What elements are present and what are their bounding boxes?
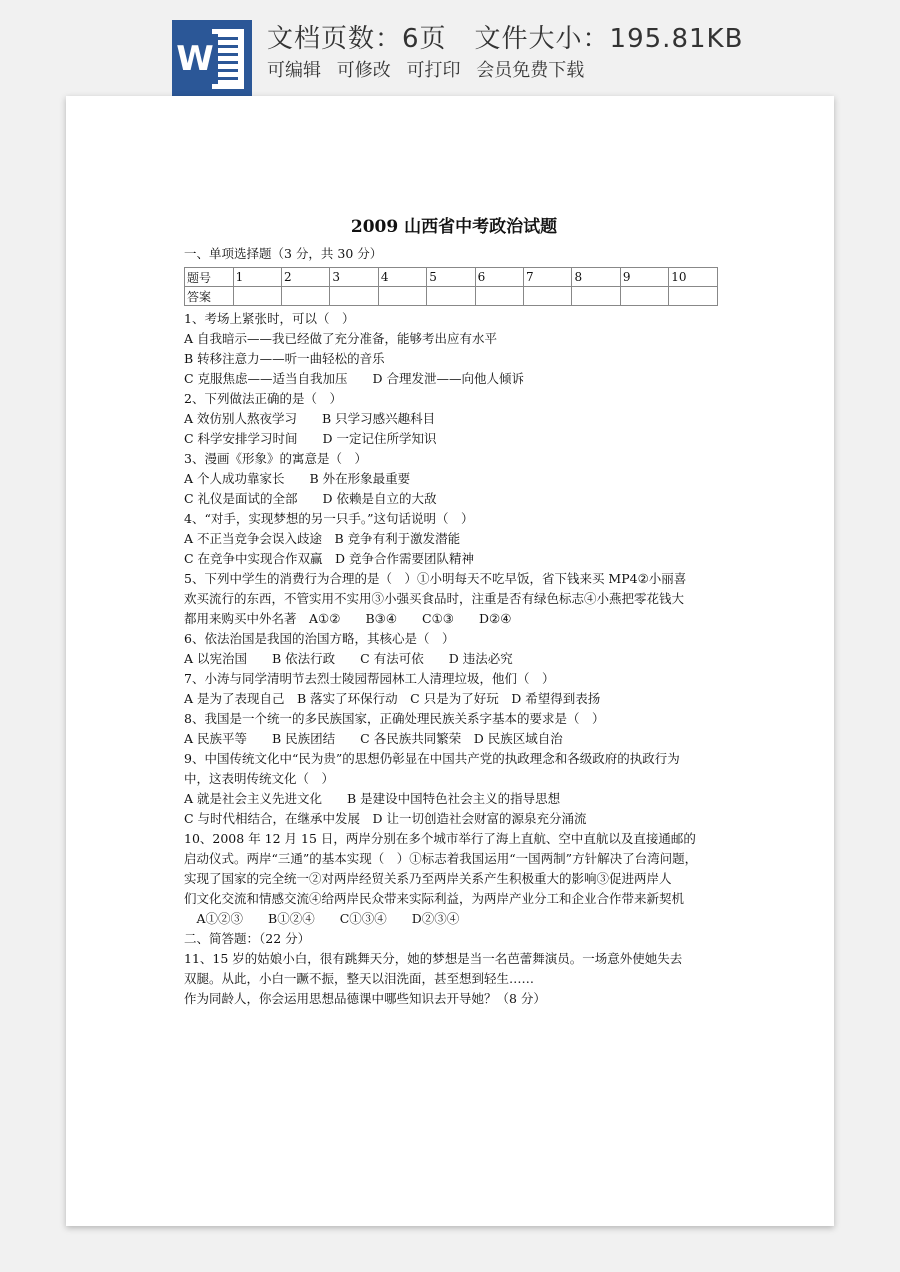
word-document-icon xyxy=(172,20,252,98)
text-line: A 自我暗示——我已经做了充分准备，能够考出应有水平 xyxy=(184,331,498,346)
answer-cell[interactable] xyxy=(475,287,523,306)
text-line: A 是为了表现自己 B 落实了环保行动 C 只是为了好玩 D 希望得到表扬 xyxy=(184,691,601,706)
table-row xyxy=(185,268,718,287)
table-cell: 6 xyxy=(475,268,523,287)
page-count: 文档页数：6页 xyxy=(267,24,447,54)
file-size: 文件大小：195.81KB xyxy=(474,24,744,54)
section-heading: 一、单项选择题（3 分，共 30 分） xyxy=(184,246,383,261)
text-line: 双腿。从此，小白一蹶不振，整天以泪洗面，甚至想到轻生…… xyxy=(184,971,535,986)
text-line: 1、考场上紧张时，可以（ ） xyxy=(184,311,355,326)
text-line: 11、15 岁的姑娘小白，很有跳舞天分，她的梦想是当一名芭蕾舞演员。一场意外使她失去 xyxy=(184,951,683,966)
text-line: 启动仪式。两岸“三通”的基本实现（ ）①标志着我国运用“一国两制”方针解决了台湾问题， xyxy=(184,851,698,866)
file-info xyxy=(267,18,743,55)
answer-cell[interactable] xyxy=(282,287,330,306)
table-cell: 5 xyxy=(427,268,475,287)
answer-cell[interactable] xyxy=(572,287,620,306)
text-line: C 礼仪是面试的全部 D 依赖是自立的大敌 xyxy=(184,491,437,506)
answer-table xyxy=(184,267,718,306)
feature-member-download: 会员免费下载 xyxy=(476,60,585,81)
answer-cell[interactable] xyxy=(378,287,426,306)
feature-list xyxy=(267,56,594,82)
text-line: A 就是社会主义先进文化 B 是建设中国特色社会主义的指导思想 xyxy=(184,791,561,806)
answer-cell[interactable] xyxy=(330,287,378,306)
document-title: 2009 山西省中考政治试题 xyxy=(350,217,558,237)
text-line: 8、我国是一个统一的多民族国家，正确处理民族关系字基本的要求是（ ） xyxy=(184,711,605,726)
text-line: A 民族平等 B 民族团结 C 各民族共同繁荣 D 民族区域自治 xyxy=(184,731,563,746)
answer-cell[interactable] xyxy=(620,287,668,306)
text-line: C 在竞争中实现合作双赢 D 竞争合作需要团队精神 xyxy=(184,551,475,566)
text-line: C 克服焦虑——适当自我加压 D 合理发泄——向他人倾诉 xyxy=(184,371,525,386)
text-line: B 转移注意力——听一曲轻松的音乐 xyxy=(184,351,385,366)
text-line: C 与时代相结合，在继承中发展 D 让一切创造社会财富的源泉充分涌流 xyxy=(184,811,587,826)
text-line: 中，这表明传统文化（ ） xyxy=(184,771,335,786)
text-line: 3、漫画《形象》的寓意是（ ） xyxy=(184,451,367,466)
text-line: A 不正当竞争会误入歧途 B 竞争有利于激发潜能 xyxy=(184,531,461,546)
answer-cell[interactable] xyxy=(524,287,572,306)
text-line: 都用来购买中外名著 A①② B③④ C①③ D②④ xyxy=(184,611,512,626)
text-line: 7、小涛与同学清明节去烈士陵园帮园林工人清理垃圾，他们（ ） xyxy=(184,671,555,686)
table-row xyxy=(185,287,718,306)
answer-cell[interactable] xyxy=(669,287,718,306)
text-line: 9、中国传统文化中“民为贵”的思想仍彰显在中国共产党的执政理念和各级政府的执政行为 xyxy=(184,751,680,766)
text-line: 10、2008 年 12 月 15 日，两岸分别在多个城市举行了海上直航、空中直航以及直接通邮的 xyxy=(184,831,696,846)
table-cell: 9 xyxy=(620,268,668,287)
table-cell: 8 xyxy=(572,268,620,287)
table-cell: 题号 xyxy=(185,268,234,287)
text-line: 二、简答题：（22 分） xyxy=(184,931,311,946)
text-line: 2、下列做法正确的是（ ） xyxy=(184,391,342,406)
text-line: 们文化交流和情感交流④给两岸民众带来实际利益，为两岸产业分工和企业合作带来新契机 xyxy=(184,891,685,906)
feature-printable: 可打印 xyxy=(406,60,461,81)
text-line: 实现了国家的完全统一②对两岸经贸关系乃至两岸关系产生积极重大的影响③促进两岸人 xyxy=(184,871,672,886)
feature-modifiable: 可修改 xyxy=(336,60,391,81)
answer-cell[interactable] xyxy=(427,287,475,306)
document-page xyxy=(66,96,834,1226)
answer-cell[interactable] xyxy=(233,287,281,306)
table-cell: 答案 xyxy=(185,287,234,306)
text-line: A 效仿别人熬夜学习 B 只学习感兴趣科目 xyxy=(184,411,436,426)
table-cell: 1 xyxy=(233,268,281,287)
text-line: 4、“对手，实现梦想的另一只手。”这句话说明（ ） xyxy=(184,511,474,526)
feature-editable: 可编辑 xyxy=(267,60,321,81)
text-line: 6、依法治国是我国的治国方略，其核心是（ ） xyxy=(184,631,455,646)
text-line: A 以宪治国 B 依法行政 C 有法可依 D 违法必究 xyxy=(184,651,513,666)
text-line: 欢买流行的东西，不管实用不实用③小强买食品时，注重是否有绿色标志④小燕把零花钱大 xyxy=(184,591,685,606)
text-line: A①②③ B①②④ C①③④ D②③④ xyxy=(184,911,460,926)
text-line: A 个人成功靠家长 B 外在形象最重要 xyxy=(184,471,411,486)
table-cell: 3 xyxy=(330,268,378,287)
word-letter: W xyxy=(172,34,218,84)
document-content xyxy=(184,214,724,1009)
table-cell: 4 xyxy=(378,268,426,287)
text-line: C 科学安排学习时间 D 一定记住所学知识 xyxy=(184,431,437,446)
table-cell: 10 xyxy=(669,268,718,287)
text-line: 5、下列中学生的消费行为合理的是（ ）①小明每天不吃早饭，省下钱来买 MP4②小丽喜 xyxy=(184,571,687,586)
text-line: 作为同龄人，你会运用思想品德课中哪些知识去开导她？（8 分） xyxy=(184,991,546,1006)
download-banner xyxy=(0,0,900,100)
question-lines xyxy=(184,309,724,1009)
table-cell: 2 xyxy=(282,268,330,287)
table-cell: 7 xyxy=(524,268,572,287)
